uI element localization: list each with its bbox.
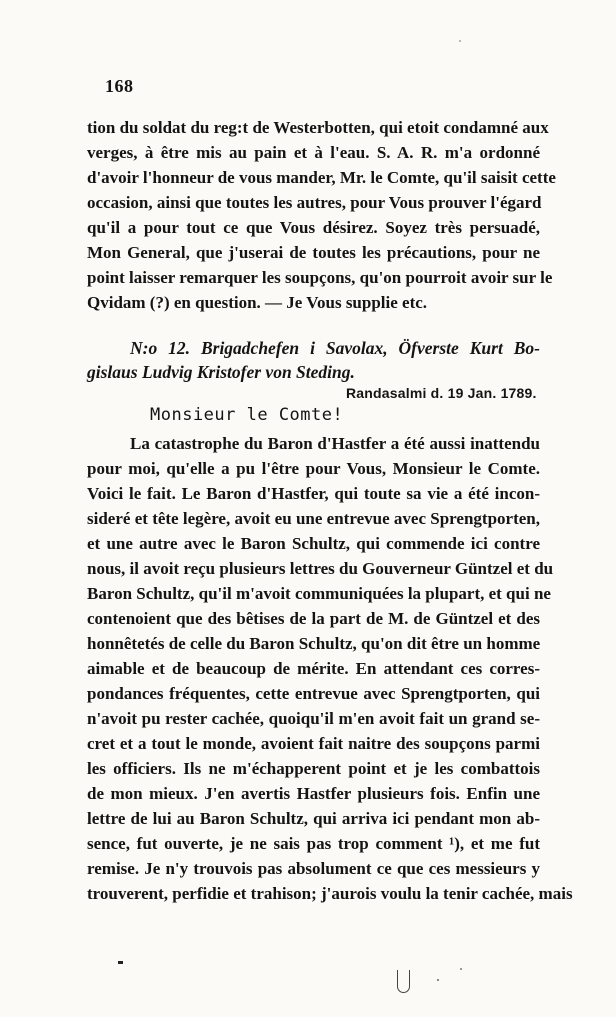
- text-line: trouverent, perfidie et trahison; j'aurois voulu la tenir cachée, mais: [87, 884, 573, 903]
- text-line: et une autre avec le Baron Schultz, qui commende ici contre: [87, 534, 540, 553]
- ink-speck: [118, 961, 123, 964]
- text-line: remise. Je n'y trouvois pas absolument ce que ces messieurs y: [87, 859, 540, 878]
- salutation: Monsieur le Comte!: [150, 405, 344, 425]
- text-line: sence, fut ouverte, je ne sais pas trop comment ¹), et me fut: [87, 834, 540, 853]
- text-line: cret et a tout le monde, avoient fait naitre des soupçons parmi: [87, 734, 540, 753]
- ink-speck: [459, 40, 461, 42]
- text-line: tion du soldat du reg:t de Westerbotten, qui etoit condamné aux: [87, 118, 549, 137]
- text-line: Qvidam (?) en question. — Je Vous supplie etc.: [87, 293, 428, 312]
- text-line: n'avoit pu rester cachée, quoiqu'il m'en avoit fait un grand se-: [87, 709, 540, 728]
- pencil-mark: [397, 970, 410, 993]
- text-line: Mon General, que j'userai de toutes les précautions, pour ne: [87, 243, 540, 262]
- ink-speck: [460, 968, 462, 970]
- text-line: honnêtetés de celle du Baron Schultz, qu'on dit être un homme: [87, 634, 541, 653]
- text-line: La catastrophe du Baron d'Hastfer a été aussi inattendu: [130, 434, 540, 453]
- dateline: Randasalmi d. 19 Jan. 1789.: [346, 385, 537, 401]
- page-number: 168: [105, 76, 134, 96]
- text-line: verges, à être mis au pain et à l'eau. S. A. R. m'a ordonné: [87, 143, 540, 162]
- text-line: nous, il avoit reçu plusieurs lettres du Gouverneur Güntzel et du: [87, 559, 554, 578]
- text-line: sideré et tête legère, avoit eu une entrevue avec Sprengtporten,: [87, 509, 540, 528]
- text-line: qu'il a pour tout ce que Vous désirez. Soyez très persuadé,: [87, 218, 540, 237]
- text-line: aimable et de beaucoup de mérite. En attendant ces corres-: [87, 659, 540, 678]
- ink-speck: [437, 979, 439, 981]
- text-line: lettre de lui au Baron Schultz, qui arriva ici pendant mon ab-: [87, 809, 540, 828]
- text-line: Voici le fait. Le Baron d'Hastfer, qui toute sa vie a été incon-: [87, 484, 540, 503]
- text-line: d'avoir l'honneur de vous mander, Mr. le Comte, qu'il saisit cette: [87, 168, 556, 187]
- text-line: contenoient que des bêtises de la part de M. de Güntzel et des: [87, 609, 540, 628]
- text-line: pour moi, qu'elle a pu l'être pour Vous, Monsieur le Comte.: [87, 459, 540, 478]
- heading-line: N:o 12. Brigadchefen i Savolax, Öfverste Kurt Bo-: [130, 338, 540, 358]
- text-line: occasion, ainsi que toutes les autres, pour Vous prouver l'égard: [87, 193, 542, 212]
- text-line: Baron Schultz, qu'il m'avoit communiquées la plupart, et qui ne: [87, 584, 551, 603]
- heading-line: gislaus Ludvig Kristofer von Steding.: [87, 362, 355, 382]
- text-line: les officiers. Ils ne m'échapperent point et je les combattois: [87, 759, 540, 778]
- text-line: point laisser remarquer les soupçons, qu'on pourroit avoir sur le: [87, 268, 553, 287]
- text-line: de mon mieux. J'en avertis Hastfer plusieurs fois. Enfin une: [87, 784, 540, 803]
- text-line: pondances fréquentes, cette entrevue avec Sprengtporten, qui: [87, 684, 540, 703]
